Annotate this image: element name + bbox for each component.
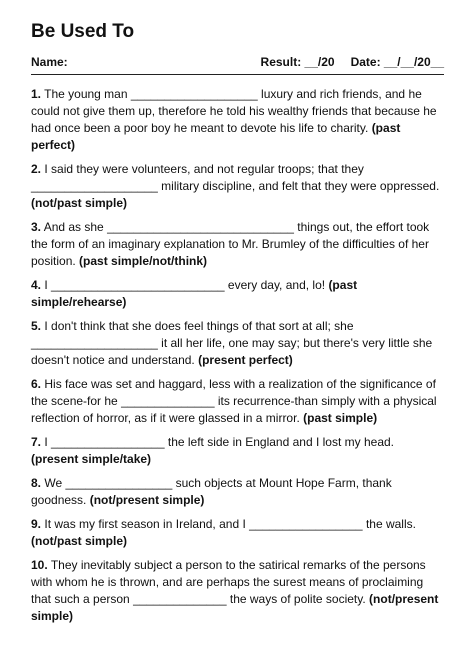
question-number: 10. <box>31 558 48 572</box>
question-text-after: the walls. <box>365 517 416 531</box>
question-text-before: And as she <box>43 220 104 234</box>
question-number: 7. <box>31 435 42 449</box>
question-text-before: It was my first season in Ireland, and I <box>44 517 246 531</box>
answer-blank[interactable]: ______________ <box>121 394 215 408</box>
tense-hint: (not/present simple) <box>89 493 205 507</box>
question-number: 2. <box>31 162 42 176</box>
question-text-after: things out, the effort took the form of an imaginary explanation to Mr. Brumley of the difficulties of her position. <box>31 220 430 268</box>
question-item <box>31 318 444 369</box>
question-text-after: the left side in England and I lost my head. <box>167 435 395 449</box>
question-text-after: such objects at Mount Hope Farm, thank goodness. <box>31 476 392 507</box>
question-item <box>31 161 444 212</box>
question-item <box>31 219 444 270</box>
question-item <box>31 86 444 154</box>
question-number: 6. <box>31 377 42 391</box>
question-text-before: I don't think that she does feel things of that sort at all; she <box>44 319 354 333</box>
tense-hint: (not/present simple) <box>31 592 439 623</box>
tense-hint: (past simple/rehearse) <box>31 278 358 309</box>
tense-hint: (not/past simple) <box>31 534 128 548</box>
question-item <box>31 434 444 468</box>
answer-blank[interactable]: _________________ <box>51 435 165 449</box>
question-number: 4. <box>31 278 42 292</box>
question-text-before: They inevitably subject a person to the satirical remarks of the persons with whom he is thrown, and are perhaps the surest means of proclaiming that such a person <box>31 558 426 606</box>
question-text-after: the ways of polite society. <box>229 592 366 606</box>
name-label: Name: <box>31 55 68 69</box>
question-item <box>31 516 444 550</box>
answer-blank[interactable]: ___________________ <box>31 336 158 350</box>
question-text-after: luxury and rich friends, and he could not give them up, therefore he told his wealthy friends that because he had once been a poor boy he meant to devote his life to charity. <box>31 87 437 135</box>
answer-blank[interactable]: ___________________ <box>31 179 158 193</box>
question-number: 8. <box>31 476 42 490</box>
question-text-before: We <box>44 476 63 490</box>
question-text-before: I <box>44 435 48 449</box>
answer-blank[interactable]: ____________________________ <box>107 220 294 234</box>
question-item <box>31 376 444 427</box>
tense-hint: (not/past simple) <box>31 196 128 210</box>
tense-hint: (past perfect) <box>31 121 401 152</box>
question-item <box>31 475 444 509</box>
date-label: Date: __/__/20__ <box>350 55 444 69</box>
tense-hint: (past simple/not/think) <box>79 254 208 268</box>
question-text-before: I said they were volunteers, and not regular troops; that they <box>44 162 364 176</box>
question-number: 1. <box>31 87 42 101</box>
question-number: 3. <box>31 220 42 234</box>
question-item <box>31 277 444 311</box>
worksheet-header <box>31 55 444 75</box>
question-text-before: The young man <box>44 87 128 101</box>
question-number: 9. <box>31 517 42 531</box>
question-list <box>31 86 444 625</box>
tense-hint: (present perfect) <box>198 353 293 367</box>
result-label: Result: __/20 <box>260 55 335 69</box>
question-text-after: every day, and, lo! <box>227 278 326 292</box>
answer-blank[interactable]: _________________ <box>249 517 363 531</box>
answer-blank[interactable]: ___________________ <box>130 87 258 101</box>
tense-hint: (past simple) <box>303 411 378 425</box>
answer-blank[interactable]: ________________ <box>65 476 173 490</box>
header-right-group <box>261 55 444 69</box>
tense-hint: (present simple/take) <box>31 452 152 466</box>
question-item <box>31 557 444 625</box>
question-text-after: it all her life, one may say; but there's very little she doesn't notice and understand. <box>31 336 433 367</box>
question-text-before: His face was set and haggard, less with a realization of the significance of the scene-for he <box>31 377 436 408</box>
question-text-before: I <box>44 278 48 292</box>
question-text-after: its recurrence-than simply with a physical reflection of horror, as if it were glassed in a mirror. <box>31 394 437 425</box>
answer-blank[interactable]: __________________________ <box>51 278 225 292</box>
question-text-after: military discipline, and felt that they were oppressed. <box>161 179 440 193</box>
worksheet-title: Be Used To <box>31 21 135 42</box>
answer-blank[interactable]: ______________ <box>133 592 227 606</box>
question-number: 5. <box>31 319 42 333</box>
